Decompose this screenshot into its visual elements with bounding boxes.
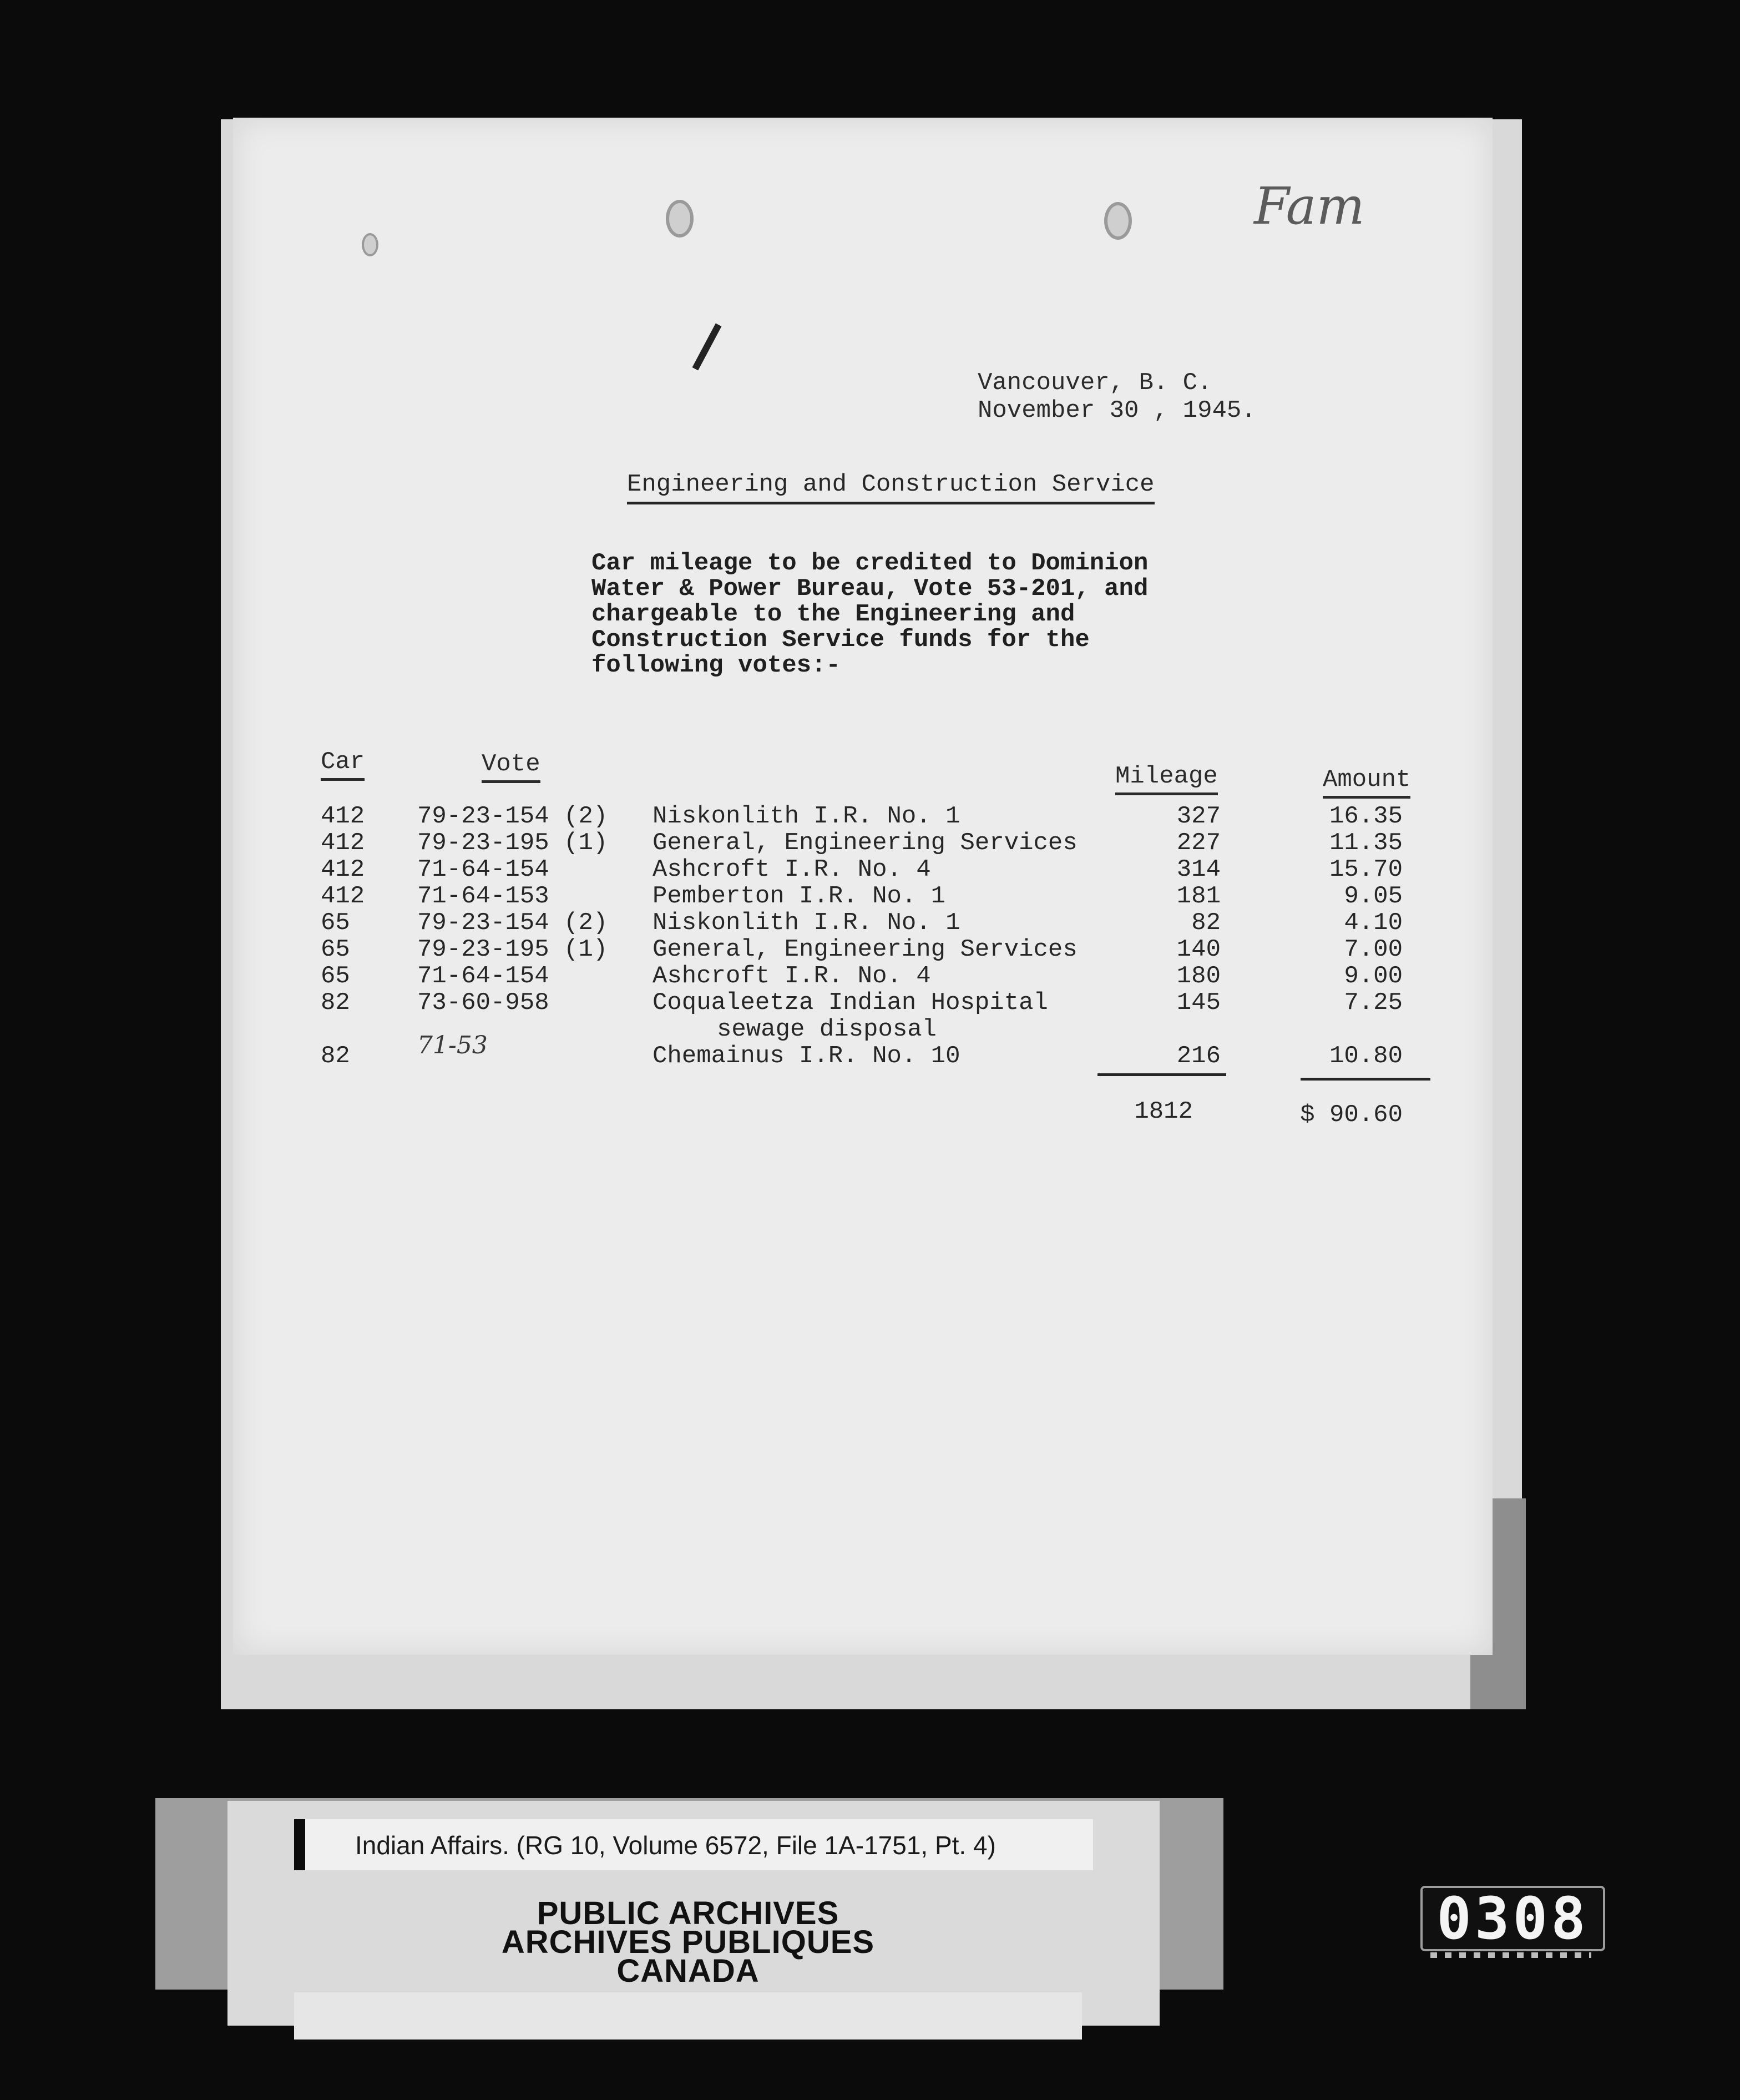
vote-cell: 79-23-154 (2) [417, 802, 608, 830]
column-header-car: Car [321, 748, 365, 781]
mileage-cell: 227 [1176, 829, 1221, 857]
car-cell: 412 [321, 882, 365, 910]
description-cell: Chemainus I.R. No. 10 [652, 1042, 960, 1070]
car-cell: 412 [321, 802, 365, 830]
punch-hole-edge [362, 233, 378, 256]
vote-cell: 71-64-154 [417, 962, 549, 990]
car-cell: 82 [321, 1042, 350, 1070]
table-row [0, 1042, 1740, 1069]
document-heading: Engineering and Construction Service [627, 471, 1155, 504]
amount-cell: 11.35 [1329, 829, 1403, 857]
mileage-cell: 140 [1176, 936, 1221, 963]
archive-label-bottom [294, 1992, 1082, 2040]
archive-reference: Indian Affairs. (RG 10, Volume 6572, File 1A-1751, Pt. 4) [355, 1831, 996, 1860]
car-cell: 65 [321, 936, 350, 963]
table-row [0, 909, 1740, 936]
amount-total-rule [1301, 1078, 1430, 1081]
amount-cell: 10.80 [1329, 1042, 1403, 1070]
mileage-total-rule [1097, 1073, 1226, 1076]
archive-name-en: PUBLIC ARCHIVES [537, 1895, 839, 1931]
mileage-cell: 145 [1176, 989, 1221, 1017]
vote-cell: 71-64-154 [417, 856, 549, 884]
mileage-cell: 180 [1176, 962, 1221, 990]
table-row [0, 882, 1740, 909]
archive-reference-strip [294, 1819, 1093, 1870]
handwritten-vote: 71-53 [417, 1031, 488, 1059]
punch-hole-right [1104, 202, 1132, 240]
vote-cell: 79-23-195 (1) [417, 829, 608, 857]
mileage-cell: 314 [1176, 856, 1221, 884]
table-row [0, 936, 1740, 962]
table-row [0, 962, 1740, 989]
amount-cell: 16.35 [1329, 802, 1403, 830]
car-cell: 412 [321, 829, 365, 857]
description-cell: Coqualeetza Indian Hospital [652, 989, 1048, 1017]
car-cell: 82 [321, 989, 350, 1017]
frame-number: 0308 [1420, 1886, 1605, 1951]
table-row [0, 856, 1740, 882]
description-cell: General, Engineering Services [652, 829, 1078, 857]
vote-cell: 71-64-153 [417, 882, 549, 910]
amount-cell: 15.70 [1329, 856, 1403, 884]
table-row [0, 802, 1740, 829]
handwritten-initials: Fam [1254, 176, 1365, 236]
description-cell: Pemberton I.R. No. 1 [652, 882, 946, 910]
column-header-vote: Vote [482, 750, 540, 783]
vote-cell: 79-23-154 (2) [417, 909, 608, 937]
description-cell: General, Engineering Services [652, 936, 1078, 963]
description-cell: Niskonlith I.R. No. 1 [652, 909, 960, 937]
archive-country: CANADA [616, 1953, 760, 1989]
place: Vancouver, B. C. [978, 369, 1212, 397]
vote-cell: 73-60-958 [417, 989, 549, 1017]
date: November 30 , 1945. [978, 397, 1256, 425]
table-row [0, 829, 1740, 856]
punch-hole-left [666, 200, 694, 238]
mileage-cell: 327 [1176, 802, 1221, 830]
amount-total: $ 90.60 [1300, 1101, 1403, 1129]
description-cell: Ashcroft I.R. No. 4 [652, 856, 931, 884]
amount-cell: 7.00 [1344, 936, 1403, 963]
description-cell: Niskonlith I.R. No. 1 [652, 802, 960, 830]
car-cell: 412 [321, 856, 365, 884]
amount-cell: 9.05 [1344, 882, 1403, 910]
mileage-cell: 82 [1191, 909, 1221, 937]
amount-cell: 9.00 [1344, 962, 1403, 990]
column-header-amount: Amount [1323, 766, 1410, 799]
amount-cell: 7.25 [1344, 989, 1403, 1017]
intro-paragraph: Car mileage to be credited to Dominion Water & Power Bureau, Vote 53-201, and chargeable to the Engineering and Construction Service funds for the following votes:- [591, 549, 1149, 679]
description-continuation: sewage disposal [717, 1016, 937, 1043]
frame-sprocket-marks [1430, 1952, 1591, 1958]
amount-cell: 4.10 [1344, 909, 1403, 937]
table-row [0, 989, 1740, 1016]
column-header-mileage: Mileage [1115, 763, 1218, 795]
mileage-total: 1812 [1134, 1098, 1193, 1125]
description-cell: Ashcroft I.R. No. 4 [652, 962, 931, 990]
mileage-cell: 181 [1176, 882, 1221, 910]
archive-name-fr: ARCHIVES PUBLIQUES [501, 1924, 875, 1960]
vote-cell: 79-23-195 (1) [417, 936, 608, 963]
car-cell: 65 [321, 962, 350, 990]
car-cell: 65 [321, 909, 350, 937]
mileage-cell: 216 [1176, 1042, 1221, 1070]
